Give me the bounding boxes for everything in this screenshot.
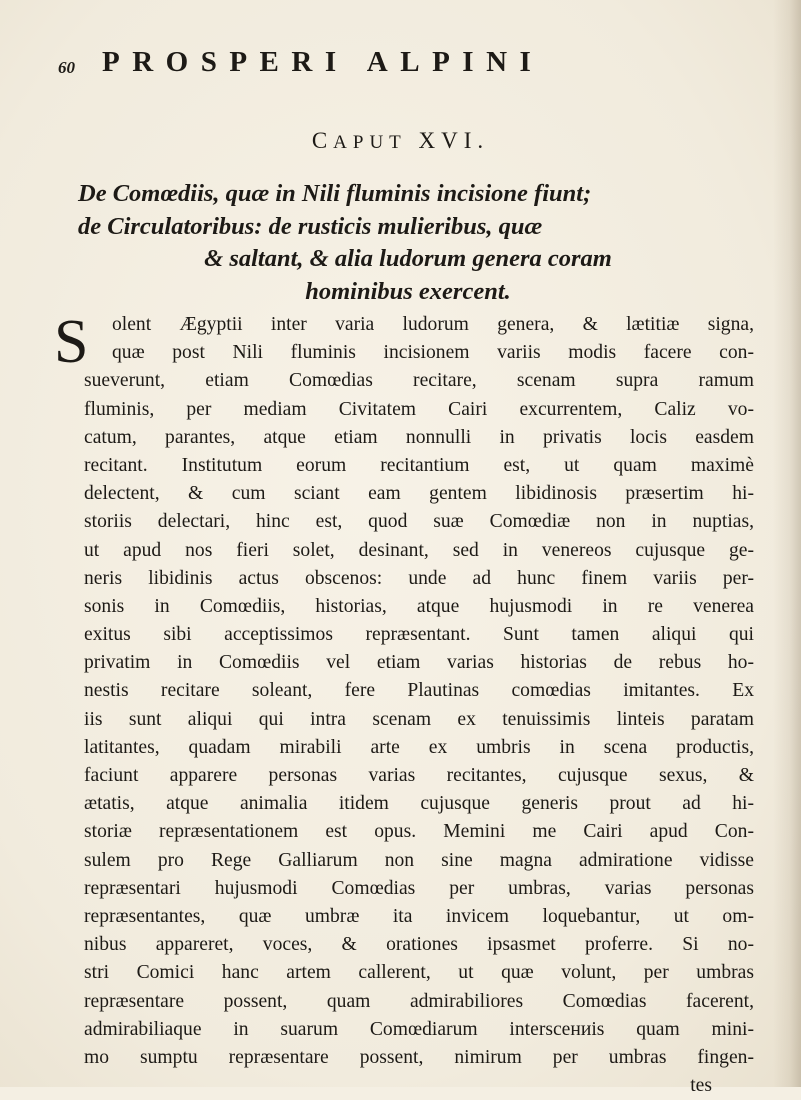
chapter-title-line: De Comœdiis, quæ in Nili fluminis incisione fiunt; <box>78 180 592 207</box>
body-line: recitant. Institutum eorum recitantium est, ut quam maximè <box>84 454 754 476</box>
body-line: mo sumptu repræsentare possent, nimirum per umbras fingen- <box>84 1046 754 1068</box>
body-line: olent Ægyptii inter varia ludorum genera, & lætitiæ signa, <box>112 314 754 335</box>
body-line: repræsentare possent, quam admirabiliores Comœdias facerent, <box>84 990 754 1012</box>
body-line: admirabiliaque in suarum Comœdiarum interscениis quam mini- <box>84 1018 754 1040</box>
body-line: delectent, & cum sciant eam gentem libidinosis præsertim hi- <box>84 483 754 505</box>
body-line: latitantes, quadam mirabili arte ex umbris in scena productis, <box>84 736 754 758</box>
body-line: exitus sibi acceptissimos repræsentant. Sunt tamen aliqui qui <box>84 624 754 646</box>
body-line: nibus appareret, voces, & orationes ipsasmet proferre. Si no- <box>84 934 754 956</box>
page-edge-shadow <box>773 0 801 1087</box>
body-line: catum, parantes, atque etiam nonnulli in privatis locis easdem <box>84 426 754 448</box>
body-line: iis sunt aliqui qui intra scenam ex tenuissimis linteis paratam <box>84 708 754 730</box>
body-line: sulem pro Rege Galliarum non sine magna admiratione vidisse <box>84 849 754 871</box>
body-line: fluminis, per mediam Civitatem Cairi excurrentem, Caliz vo- <box>84 398 754 420</box>
body-text <box>84 311 754 1100</box>
chapter-caput-initial: C <box>311 128 334 153</box>
body-line: storiis delectari, hinc est, quod suæ Comœdiæ non in nuptias, <box>84 511 754 533</box>
chapter-title-line: & saltant, & alia ludorum genera coram <box>204 245 612 272</box>
body-line: neris libidinis actus obscenos: unde ad hunc finem variis per- <box>84 567 754 589</box>
body-line: tes <box>690 1075 712 1097</box>
body-line: stri Comici hanc artem callerent, ut quæ volunt, per umbras <box>84 962 754 984</box>
running-title: PROSPERI ALPINI <box>102 46 544 78</box>
page-number: 60 <box>58 58 75 77</box>
running-head <box>58 46 778 86</box>
body-line: ut apud nos fieri solet, desinant, sed in venereos cujusque ge- <box>84 539 754 561</box>
body-line: repræsentantes, quæ umbræ ita invicem loquebantur, ut om- <box>84 905 754 927</box>
body-line: faciunt apparere personas varias recitantes, cujusque sexus, & <box>84 765 754 786</box>
chapter-title-line: de Circulatoribus: de rusticis mulieribus, quæ <box>78 212 543 240</box>
drop-cap: S <box>54 308 89 376</box>
body-line: ætatis, atque animalia itidem cujusque generis prout ad hi- <box>84 793 754 815</box>
chapter-caput-rest: APUT <box>333 132 407 153</box>
chapter-heading <box>0 128 801 154</box>
body-line: nestis recitare soleant, fere Plautinas comœdias imitantes. Ex <box>84 680 754 702</box>
chapter-number: XVI. <box>418 128 490 153</box>
body-line: storiæ repræsentationem est opus. Memini me Cairi apud Con- <box>84 821 754 843</box>
chapter-title-line: hominibus exercent. <box>305 277 511 305</box>
body-line: quæ post Nili fluminis incisionem variis modis facere con- <box>112 342 754 364</box>
body-line: sueverunt, etiam Comœdias recitare, scenam supra ramum <box>84 370 754 392</box>
body-line: privatim in Comœdiis vel etiam varias historias de rebus ho- <box>84 652 754 674</box>
body-line: sonis in Comœdiis, historias, atque hujusmodi in re venerea <box>84 595 754 617</box>
body-line: repræsentari hujusmodi Comœdias per umbras, varias personas <box>84 877 754 899</box>
chapter-title <box>78 178 778 308</box>
